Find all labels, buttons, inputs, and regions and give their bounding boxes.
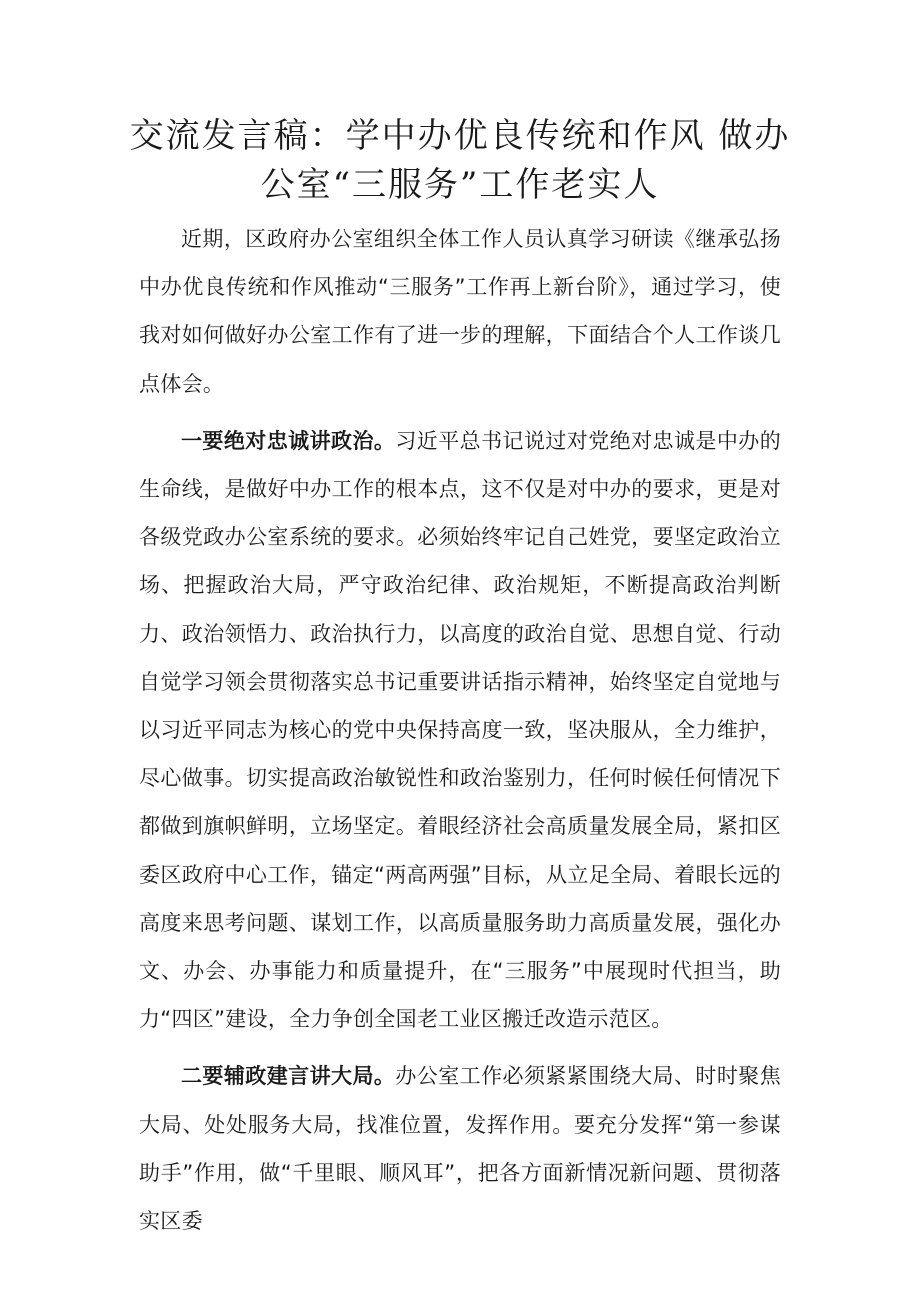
paragraph-intro xyxy=(139,215,781,408)
document-title xyxy=(120,112,800,210)
paragraph-point-1 xyxy=(139,417,781,1044)
paragraph-text: 办公室工作必须紧紧围绕大局、时时聚焦大局、处处服务大局，找准位置，发挥作用。要充分发挥“第一参谋助手”作用，做“千里眼、顺风耳”，把各方面新情况新问题、贯彻落实区委 xyxy=(139,1064,782,1234)
paragraph-heading: 二要辅政建言讲大局。 xyxy=(181,1064,396,1089)
title-line-2: 公室“三服务”工作老实人 xyxy=(260,165,660,205)
title-line-1: 交流发言稿：学中办优良传统和作风 做办 xyxy=(129,116,791,156)
paragraph-text: 近期，区政府办公室组织全体工作人员认真学习研读《继承弘扬中办优良传统和作风推动“三服务”工作再上新台阶》，通过学习，使我对如何做好办公室工作有了进一步的理解，下面结合个人工作谈几点体会。 xyxy=(139,227,781,396)
paragraph-text: 习近平总书记说过对党绝对忠诚是中办的生命线，是做好中办工作的根本点，这不仅是对中办的要求，更是对各级党政办公室系统的要求。必须始终牢记自己姓党，要坚定政治立场、把握政治大局，严守政治纪律、政治规矩，不断提高政治判断力、政治领悟力、政治执行力，以高度的政治自觉、思想自觉、行动自觉学习领会贯彻落实总书记重要讲话指示精神，始终坚定自觉地与以习近平同志为核心的党中央保持高度一致，坚决服从，全力维护，尽心做事。切实提高政治敏锐性和政治鉴别力，任何时候任何情况下都做到旗帜鲜明，立场坚定。着眼经济社会高质量发展全局，紧扣区委区政府中心工作，锚定“两高两强”目标，从立足全局、着眼长远的高度来思考问题、谋划工作，以高质量服务助力高质量发展，强化办文、办会、办事能力和质量提升，在“三服务”中展现时代担当，助力“四区”建设，全力争创全国老工业区搬迁改造示范区。 xyxy=(139,428,782,1032)
paragraph-point-2 xyxy=(139,1052,781,1245)
paragraph-heading: 一要绝对忠诚讲政治。 xyxy=(181,428,396,453)
document-body xyxy=(139,215,781,1245)
